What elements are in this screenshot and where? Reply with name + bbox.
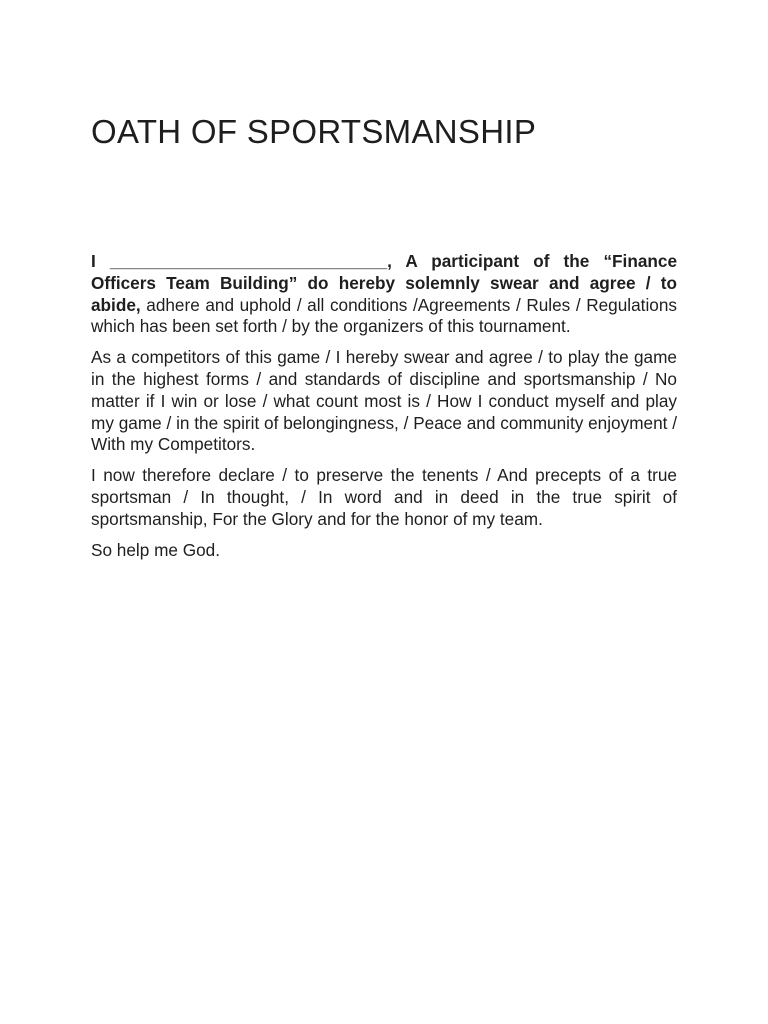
oath-paragraph-1 (91, 251, 677, 338)
oath-paragraph-2: As a competitors of this game / I hereby swear and agree / to play the game in the highest forms / and standards of discipline and sportsmanship / No matter if I win or lose / what count most is / How I conduct myself and play my game / in the spirit of belongingness, / Peace and community enjoyment / With my Competitors. (91, 347, 677, 455)
oath-paragraph-3: I now therefore declare / to preserve the tenents / And precepts of a true sportsman / In thought, / In word and in deed in the true spirit of sportsmanship, For the Glory and for the honor of my team. (91, 465, 677, 529)
document-title: OATH OF SPORTSMANSHIP (91, 113, 537, 150)
oath-paragraph-1-regular: adhere and uphold / all conditions /Agreements / Rules / Regulations which has been set forth / by the organizers of this tournament. (91, 294, 677, 337)
oath-body (91, 251, 677, 570)
oath-paragraph-4: So help me God. (91, 539, 220, 560)
oath-paragraph-1-bold: I _____________________________, A participant of the “Finance Officers Team Building” do hereby solemnly swear and agree / to abide, (91, 251, 677, 315)
